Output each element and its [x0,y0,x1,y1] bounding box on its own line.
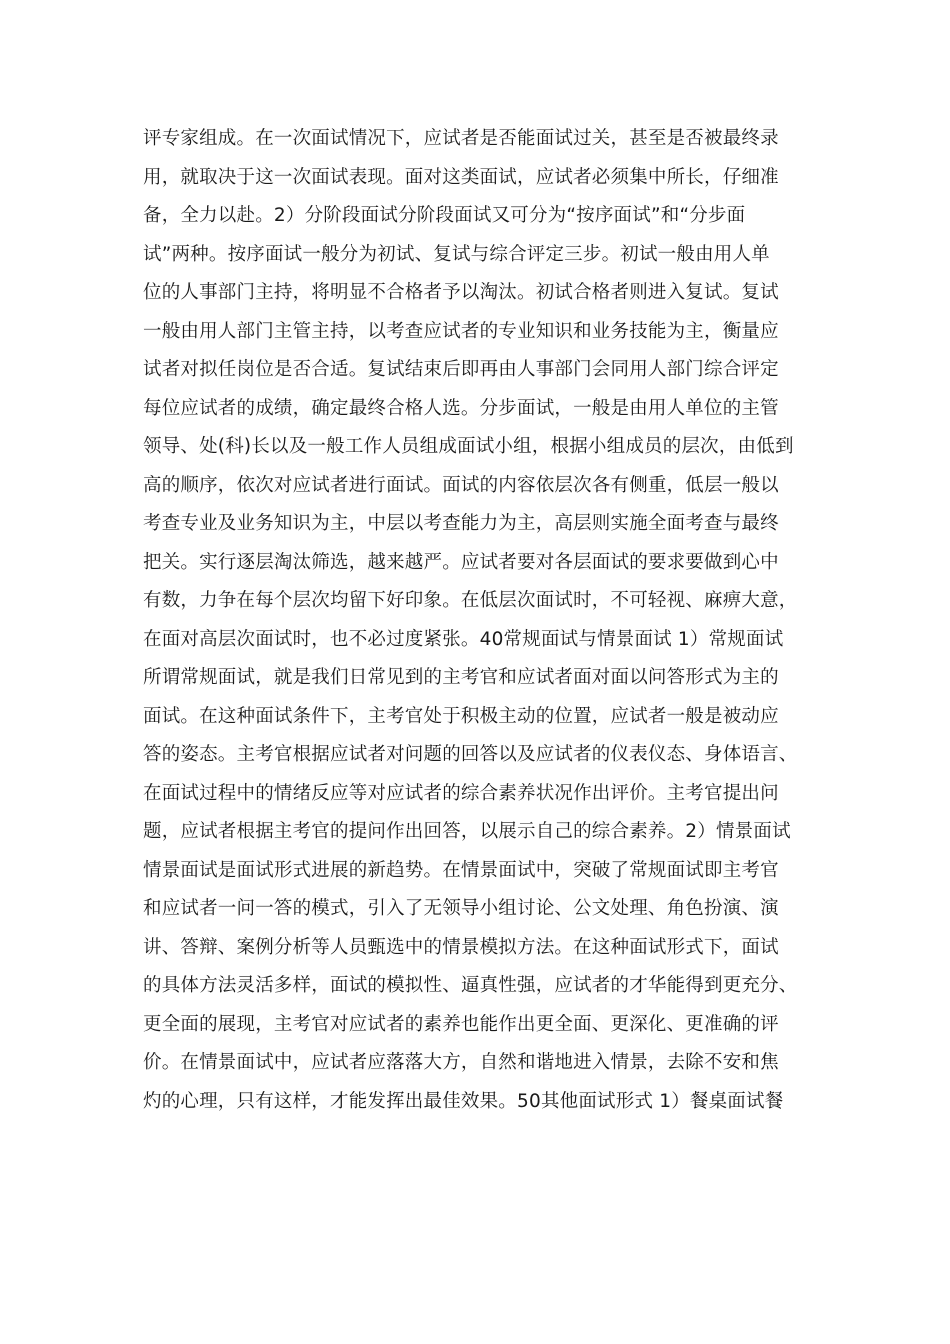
text-line: 面试。在这种面试条件下，主考官处于积极主动的位置，应试者一般是被动应 [143,705,779,727]
text-line: 试者对拟任岗位是否合适。复试结束后即再由人事部门会同用人部门综合评定 [143,359,779,380]
text-line: 答的姿态。主考官根据应试者对问题的回答以及应试者的仪表仪态、身体语言、 [143,744,798,765]
text-line: 试”两种。按序面试一般分为初试、复试与综合评定三步。初试一般由用人单 [143,243,770,265]
text-line: 讲、答辩、案例分析等人员甄选中的情景模拟方法。在这种面试形式下，面试 [143,936,779,958]
text-line: 考查专业及业务知识为主，中层以考查能力为主，高层则实施全面考查与最终 [143,513,779,534]
text-line: 备，全力以赴。2）分阶段面试分阶段面试又可分为“按序面试”和“分步面 [143,205,746,226]
text-line: 用，就取决于这一次面试表现。面对这类面试，应试者必须集中所长，仔细准 [143,166,779,188]
text-line: 评专家组成。在一次面试情况下，应试者是否能面试过关，甚至是否被最终录 [143,128,779,149]
text-line: 灼的心理，只有这样，才能发挥出最佳效果。50其他面试形式 1）餐桌面试餐 [143,1090,784,1112]
text-line: 高的顺序，依次对应试者进行面试。面试的内容依层次各有侧重，低层一般以 [143,474,779,496]
text-line: 位的人事部门主持，将明显不合格者予以淘汰。初试合格者则进入复试。复试 [143,282,779,303]
text-line: 更全面的展现，主考官对应试者的素养也能作出更全面、更深化、更准确的评 [143,1013,779,1035]
text-line: 在面对高层次面试时，也不必过度紧张。40常规面试与情景面试 1）常规面试 [143,628,784,650]
text-line: 题，应试者根据主考官的提问作出回答，以展示自己的综合素养。2）情景面试 [143,821,791,842]
text-line: 每位应试者的成绩，确定最终合格人选。分步面试，一般是由用人单位的主管 [143,397,779,419]
text-line: 情景面试是面试形式进展的新趋势。在情景面试中，突破了常规面试即主考官 [143,859,779,881]
text-line: 的具体方法灵活多样，面试的模拟性、逼真性强，应试者的才华能得到更充分、 [143,975,798,996]
text-line: 一般由用人部门主管主持，以考查应试者的专业知识和业务技能为主，衡量应 [143,320,779,342]
body-text [143,120,813,1121]
text-line: 所谓常规面试，就是我们日常见到的主考官和应试者面对面以问答形式为主的 [143,667,779,688]
text-line: 和应试者一问一答的模式，引入了无领导小组讨论、公文处理、角色扮演、演 [143,898,779,919]
text-line: 在面试过程中的情绪反应等对应试者的综合素养状况作出评价。主考官提出问 [143,782,779,804]
text-line: 有数，力争在每个层次均留下好印象。在低层次面试时，不可轻视、麻痹大意， [143,590,798,611]
text-line: 领导、处(科)长以及一般工作人员组成面试小组，根据小组成员的层次，由低到 [143,436,794,457]
text-line: 价。在情景面试中，应试者应落落大方，自然和谐地进入情景，去除不安和焦 [143,1052,779,1073]
text-line: 把关。实行逐层淘汰筛选，越来越严。应试者要对各层面试的要求要做到心中 [143,551,779,573]
